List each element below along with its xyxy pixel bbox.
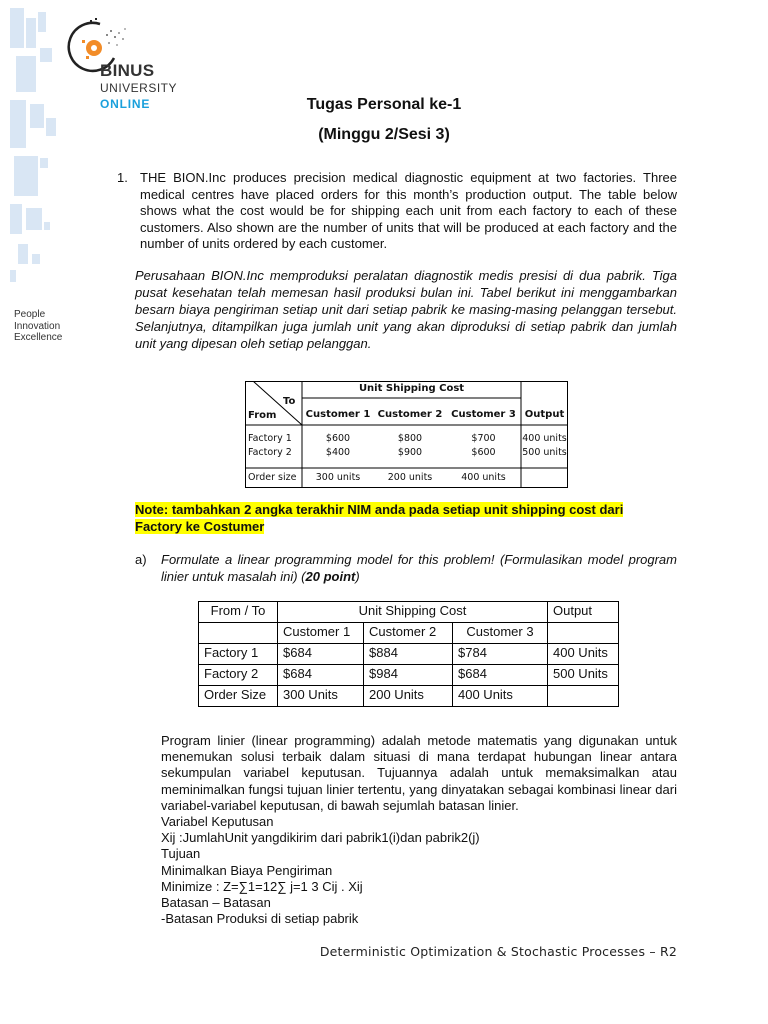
strip-block: [40, 48, 52, 62]
a-order-c2: 200 Units: [364, 686, 453, 707]
a-f1-c3: $784: [453, 644, 548, 665]
a-f1-c1: $684: [278, 644, 364, 665]
f1-c3-cost: $700: [471, 433, 496, 444]
order-c3: 400 units: [461, 472, 506, 483]
blank-output-cell: [548, 623, 619, 644]
tagline: [14, 309, 62, 344]
a-order-c1: 300 Units: [278, 686, 364, 707]
body-line-5: Minimize : Z=∑1=12∑ j=1 3 Cij . Xij: [161, 878, 363, 894]
output-header: Output: [524, 409, 565, 420]
answer-body: [161, 733, 677, 927]
f2-c2-cost: $900: [397, 447, 423, 458]
customer-2-header: Customer 2: [377, 409, 443, 420]
question-text: THE BION.Inc produces precision medical diagnostic equipment at two factories. Three medical centres have placed orders for this month’s production output. The table below shows what the cost would be for shipping each unit from each factory to each of these customers. Also shown are the number of units that will be produced at each factory and the number of units ordered by each customer.: [140, 170, 677, 251]
strip-block: [10, 204, 22, 234]
a-order-c3: 400 Units: [453, 686, 548, 707]
customer-2-cell: Customer 2: [364, 623, 453, 644]
cost-group-header: Unit Shipping Cost: [358, 383, 465, 394]
strip-block: [14, 156, 38, 196]
a-f2-output: 500 Units: [548, 665, 619, 686]
order-size-label: Order size: [248, 472, 297, 483]
strip-block: [40, 158, 48, 168]
order-c2: 200 units: [387, 472, 433, 483]
f1-output: 400 units: [522, 433, 567, 444]
part-a-prompt: Formulate a linear programming model for this problem! (Formulasikan model program linier untuk masalah ini) (: [161, 552, 677, 584]
part-a-points: 20 point: [305, 569, 356, 584]
note-line-1: Note: tambahkan 2 angka terakhir NIM anda pada setiap unit shipping cost dari: [135, 502, 624, 517]
page-footer: Deterministic Optimization & Stochastic Processes – R2: [319, 944, 677, 959]
part-a-text: [161, 551, 677, 585]
part-a-close: ): [355, 569, 360, 584]
body-line-1: Variabel Keputusan: [161, 814, 274, 830]
corner-cell: From / To: [199, 602, 278, 623]
order-size-cell: Order Size: [199, 686, 278, 707]
customer-1-cell: Customer 1: [278, 623, 364, 644]
a-f2-c1: $684: [278, 665, 364, 686]
highlighted-note: [135, 502, 677, 535]
strip-block: [10, 270, 16, 282]
from-label: From: [248, 410, 277, 421]
answer-cost-table: [198, 601, 619, 707]
f1-c1-cost: $600: [325, 433, 351, 444]
tagline-people: People: [14, 309, 46, 320]
a-order-output: [548, 686, 619, 707]
question-1: [117, 170, 677, 253]
customer-3-cell: Customer 3: [453, 623, 548, 644]
strip-block: [10, 8, 24, 48]
body-line-3: Tujuan: [161, 846, 201, 862]
tagline-excellence: Excellence: [14, 332, 63, 343]
lp-paragraph: Program linier (linear programming) adalah metode matematis yang digunakan untuk menemukan solusi terbaik dalam situasi di mana terdapat hubungan linear antara sekumpulan variabel keputusan. Tujuannya adalah untuk memaksimalkan atau meminimalkan fungsi tujuan linier tertentu, yang dinyatakan sebagai kombinasi linear dari variabel-variabel keputusan, di bawah sejumlah batasan linier.: [161, 733, 677, 813]
strip-block: [38, 12, 46, 32]
decorative-pixel-strip: [10, 8, 58, 300]
f2-c1-cost: $400: [325, 447, 351, 458]
tagline-innovation: Innovation: [14, 320, 61, 332]
doc-title: Tugas Personal ke-1: [306, 96, 462, 113]
a-f1-output: 400 Units: [548, 644, 619, 665]
question-translation: Perusahaan BION.Inc memproduksi peralatan diagnostik medis presisi di dua pabrik. Tiga pusat kesehatan telah memesan hasil produksi bulan ini. Tabel berikut ini menggambarkan besarn biaya pengiriman setiap unit dari setiap pabrik ke masing-masing pelanggan tersebut. Selanjutnya, ditampilkan juga jumlah unit yang akan diproduksi di setiap pabrik dan jumlah unit yang dipesan oleh setiap pelanggan.: [135, 268, 677, 351]
factory-2-cell: Factory 2: [199, 665, 278, 686]
group-header-cell: Unit Shipping Cost: [278, 602, 548, 623]
body-line-6: Batasan – Batasan: [161, 895, 271, 911]
a-f2-c2: $984: [364, 665, 453, 686]
customer-3-header: Customer 3: [451, 409, 516, 420]
strip-block: [16, 56, 36, 92]
output-header-cell: Output: [548, 602, 619, 623]
strip-block: [18, 244, 28, 264]
f1-c2-cost: $800: [397, 433, 423, 444]
factory-1-cell: Factory 1: [199, 644, 278, 665]
part-a: [135, 551, 677, 585]
question-number: 1.: [117, 170, 128, 185]
logo-word-university: UNIVERSITY: [100, 81, 178, 95]
f2-output: 500 units: [522, 447, 567, 458]
logo-word-binus: BINUS: [100, 61, 155, 80]
strip-block: [44, 222, 50, 230]
f2-c3-cost: $600: [471, 447, 496, 458]
body-line-2: Xij :JumlahUnit yangdikirim dari pabrik1(i)dan pabrik2(j): [161, 830, 480, 846]
logo-word-online: ONLINE: [100, 97, 151, 111]
factory-2-label: Factory 2: [248, 447, 292, 458]
body-line-4: Minimalkan Biaya Pengiriman: [161, 862, 333, 878]
note-line-2: Factory ke Costumer: [135, 518, 265, 534]
body-line-7: -Batasan Produksi di setiap pabrik: [161, 911, 359, 927]
doc-subtitle: (Minggu 2/Sesi 3): [318, 126, 450, 143]
strip-block: [26, 18, 36, 48]
to-label: To: [283, 396, 296, 407]
order-c1: 300 units: [315, 472, 361, 483]
part-a-letter: a): [135, 552, 147, 567]
customer-1-header: Customer 1: [305, 409, 371, 420]
strip-block: [26, 208, 42, 230]
a-f1-c2: $884: [364, 644, 453, 665]
a-f2-c3: $684: [453, 665, 548, 686]
blank-cell: [199, 623, 278, 644]
strip-block: [32, 254, 40, 264]
factory-1-label: Factory 1: [248, 433, 292, 444]
